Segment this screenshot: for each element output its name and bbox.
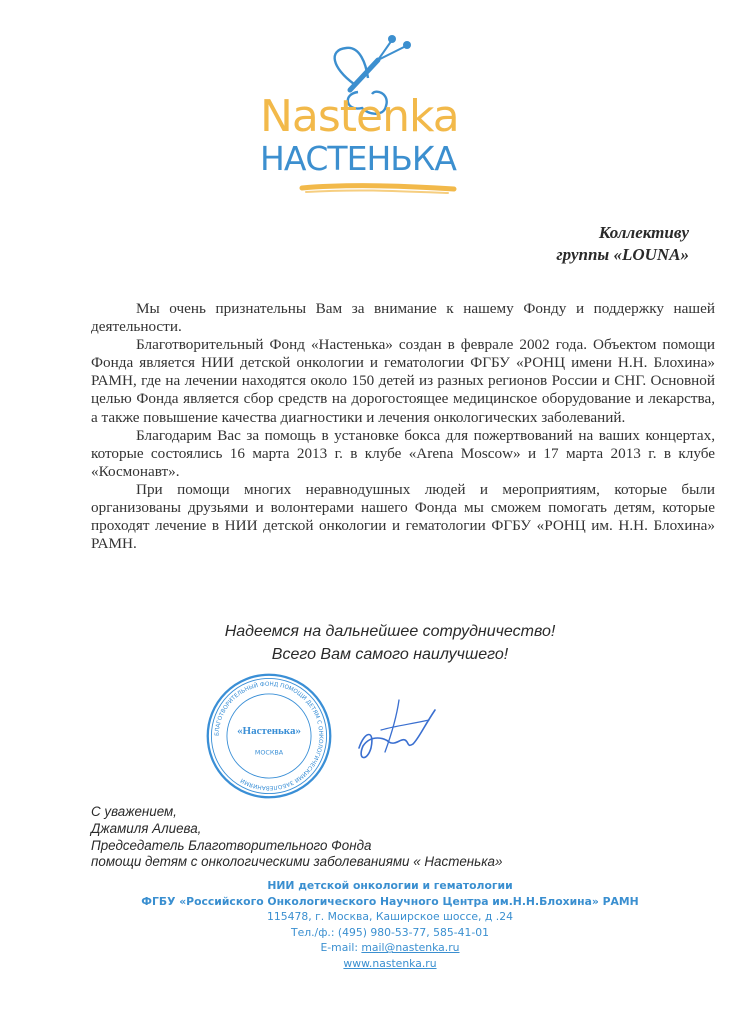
signer-name: Джамиля Алиева, (91, 820, 202, 836)
footer-address: 115478, г. Москва, Каширское шоссе, д .24 (267, 910, 513, 924)
addressee-line-1: Коллективу (598, 223, 689, 242)
addressee-line-2: группы «LOUNA» (556, 245, 689, 264)
foundation-logo (258, 28, 498, 198)
closing-block (150, 620, 630, 666)
addressee-block (556, 222, 689, 266)
footer-website-link[interactable]: www.nastenka.ru (343, 956, 437, 970)
foundation-stamp (205, 672, 333, 800)
letterhead-footer (130, 878, 650, 972)
footer-institute: НИИ детской онкологии и гематологии (267, 879, 513, 892)
logo-cyrillic-text: НАСТЕНЬКА (260, 139, 456, 178)
stamp-ring-text: БЛАГОТВОРИТЕЛЬНЫЙ ФОНД ПОМОЩИ ДЕТЯМ С ОНКОЛОГИЧЕСКИМИ ЗАБОЛЕВАНИЯМИ (214, 681, 324, 791)
letter-body (91, 300, 715, 553)
signer-title-1: Председатель Благотворительного Фонда (91, 837, 372, 853)
closing-line-1: Надеемся на дальнейшее сотрудничество! (224, 623, 556, 640)
paragraph-gratitude: Мы очень признательны Вам за внимание к нашему Фонду и поддержку нашей деятельности. (91, 300, 715, 336)
stamp-city: МОСКВА (254, 748, 284, 757)
footer-email-label: E-mail: (320, 941, 362, 955)
closing-line-2: Всего Вам самого наилучшего! (271, 646, 509, 663)
paragraph-about-foundation: Благотворительный Фонд «Настенька» создан в феврале 2002 года. Объектом помощи Фонда является НИИ детской онкологии и гематологии ФГБУ «РОНЦ имени Н.Н. Блохина» РАМН, где на лечении находятся около 150 детей из разных регионов России и СНГ. Основной целью Фонда является сбор средств на дорогостоящее медицинское оборудование и лекарства, а также повышение качества диагностики и лечения онкологических заболеваний. (91, 336, 715, 426)
footer-email-row (130, 940, 650, 956)
logo-wordmark (260, 91, 496, 178)
footer-center: ФГБУ «Российского Онкологического Научного Центра им.Н.Н.Блохина» РАМН (141, 894, 639, 908)
regards-line: С уважением, (91, 804, 177, 819)
footer-phone: Тел./ф.: (495) 980-53-77, 585-41-01 (290, 925, 490, 939)
signer-title-2: помощи детям с онкологическими заболеваниями « Настенька» (91, 854, 503, 870)
handwritten-signature (345, 690, 445, 770)
paragraph-thanks-concerts: Благодарим Вас за помощь в установке бокса для пожертвований на ваших концертах, которые состоялись 16 марта 2013 г. в клубе «Arena Moscow» и 17 марта 2013 г. в клубе «Космонавт». (91, 426, 715, 480)
logo-latin-text: Nastenka (260, 91, 459, 142)
signature-block (91, 804, 502, 871)
paragraph-future-help: При помощи многих неравнодушных людей и мероприятиям, которые были организованы друзьями и волонтерами нашего Фонда мы сможем помогать детям, которые проходят лечение в НИИ детской онкологии и гематологии ФГБУ «РОНЦ им. Н.Н. Блохина» РАМН. (91, 480, 715, 553)
stamp-center-text: «Настенька» (237, 725, 301, 738)
footer-email-link[interactable]: mail@nastenka.ru (361, 941, 460, 955)
